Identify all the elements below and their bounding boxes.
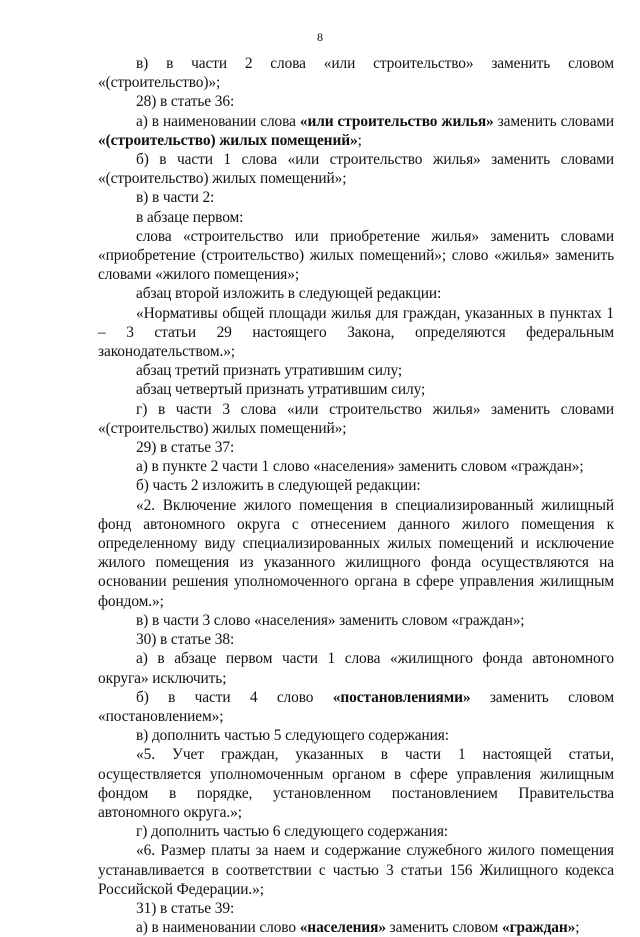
text-run: в) дополнить частью 5 следующего содержания:	[136, 727, 449, 745]
text-run: в) в части 2 слова «или строительство» заменить словом	[136, 55, 614, 72]
paragraph	[98, 227, 614, 285]
text-run: в) в части 3 слово «населения» заменить словом «граждан»;	[136, 611, 525, 629]
bold-text: «населения»	[299, 919, 386, 937]
paragraph	[98, 150, 614, 188]
bold-text: «(строительство) жилых помещений»	[98, 131, 358, 149]
text-run: а) в наименовании слово	[136, 919, 300, 937]
text-run: в абзаце первом:	[136, 208, 244, 226]
text-run: заменить словом	[470, 688, 615, 706]
paragraph	[98, 899, 614, 918]
paragraph	[98, 688, 614, 707]
paragraph	[98, 745, 614, 822]
bold-text: «постановлениями»	[332, 688, 471, 706]
paragraph	[98, 361, 614, 380]
paragraph	[98, 92, 614, 111]
paragraph	[98, 822, 614, 841]
text-run: абзац второй изложить в следующей редакции:	[136, 285, 442, 303]
text-run: 31) в статье 39:	[136, 899, 235, 917]
paragraph	[98, 208, 614, 227]
paragraph	[98, 611, 614, 630]
paragraph	[98, 841, 614, 899]
bold-text: «или строительство жилья»	[299, 112, 494, 130]
page-number: 8	[317, 30, 323, 44]
paragraph	[98, 649, 614, 687]
text-run: ;	[575, 919, 580, 937]
paragraph	[98, 304, 614, 362]
paragraph	[98, 457, 614, 476]
paragraph	[98, 112, 614, 150]
paragraph	[98, 476, 614, 495]
paragraph	[98, 380, 614, 399]
text-run: заменить словом	[385, 919, 502, 937]
text-run: «Нормативы общей площади жилья для граждан, указанных в пунктах 1 – 3 статьи 29 настоящего Закона, определяются федеральным законодательством.»;	[98, 304, 614, 361]
text-run: г) в части 3 слова «или строительство жилья» заменить словами «(строительство) жилых помещений»;	[98, 400, 614, 437]
paragraph	[98, 188, 614, 207]
document-body	[98, 54, 614, 937]
text-run: 30) в статье 38:	[136, 631, 235, 649]
paragraph	[98, 54, 614, 73]
text-run: заменить словами	[493, 112, 614, 130]
text-run: 28) в статье 36:	[136, 93, 235, 111]
paragraph	[98, 726, 614, 745]
text-run: абзац четвертый признать утратившим силу;	[136, 381, 426, 399]
text-run: а) в наименовании слова	[136, 112, 300, 130]
text-run: ;	[357, 131, 362, 149]
text-run: «5. Учет граждан, указанных в части 1 настоящей статьи, осуществляется уполномоченным органом в сфере управления жилищным фондом в порядке, установленном постановлением Правительства автономного округа.»;	[98, 746, 614, 821]
paragraph	[98, 284, 614, 303]
paragraph	[98, 630, 614, 649]
text-run: в) в части 2:	[136, 189, 215, 207]
paragraph	[98, 918, 614, 937]
text-run: а) в абзаце первом части 1 слова «жилищного фонда автономного округа» исключить;	[98, 650, 614, 687]
text-run: а) в пункте 2 части 1 слово «населения» заменить словом «граждан»;	[136, 458, 584, 476]
text-run: абзац третий признать утратившим силу;	[136, 362, 403, 380]
text-run: 29) в статье 37:	[136, 439, 235, 457]
paragraph	[98, 496, 614, 611]
paragraph-continuation: «(строительство)»;	[98, 74, 221, 92]
bold-text: «граждан»	[502, 919, 576, 937]
paragraph-continuation: «постановлением»;	[98, 707, 224, 725]
text-run: «2. Включение жилого помещения в специализированный жилищный фонд автономного округа с отнесением данного жилого помещения к определенному виду специализированных жилых помещений и исключение жилого помещения из указанного жилищного фонда осуществляются на основании решения уполномоченного органа в сфере управления жилищным фондом.»;	[98, 496, 614, 610]
text-run: слова «строительство или приобретение жилья» заменить словами «приобретение (строительство) жилых помещений»; слово «жилья» заменить словами «жилого помещения»;	[98, 227, 614, 284]
text-run: б) в части 1 слова «или строительство жилья» заменить словами «(строительство) жилых помещений»;	[98, 151, 614, 188]
text-run: б) часть 2 изложить в следующей редакции:	[136, 477, 421, 495]
text-run: «6. Размер платы за наем и содержание служебного жилого помещения устанавливается в соответствии с частью 3 статьи 156 Жилищного кодекса Российской Федерации.»;	[98, 842, 614, 898]
paragraph	[98, 438, 614, 457]
paragraph	[98, 400, 614, 438]
text-run: г) дополнить частью 6 следующего содержания:	[136, 823, 448, 841]
text-run: б) в части 4 слово	[136, 688, 333, 706]
